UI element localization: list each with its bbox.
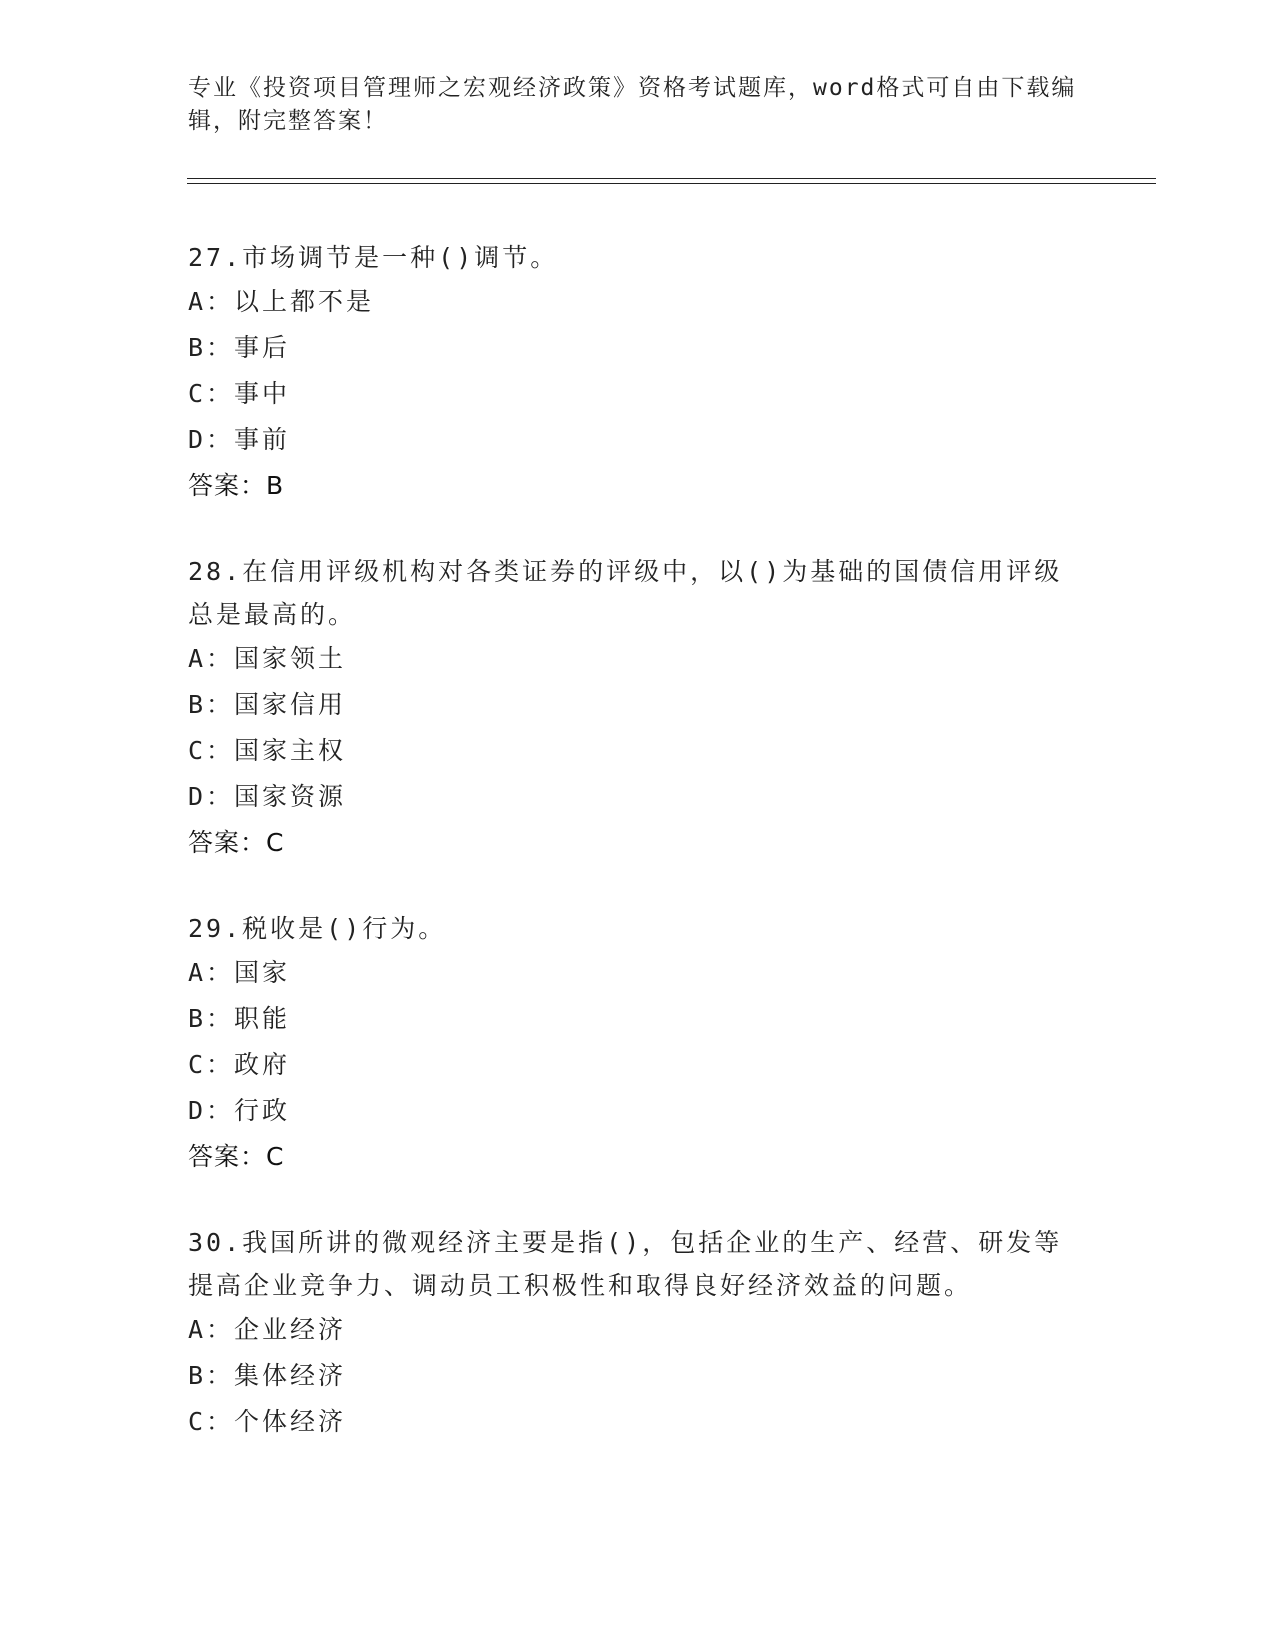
question-stem-line-1: 30.我国所讲的微观经济主要是指()，包括企业的生产、经营、研发等: [188, 1228, 1063, 1257]
question-stem-line-2: 总是最高的。: [188, 600, 357, 629]
answer-label: 答案：C: [188, 1142, 285, 1171]
option-a: A：以上都不是: [188, 287, 375, 316]
question-stem: 29.税收是()行为。: [188, 914, 447, 943]
document-header: [188, 72, 1088, 138]
option-c: C：政府: [188, 1050, 291, 1079]
question-stem-line-2: 提高企业竞争力、调动员工积极性和取得良好经济效益的问题。: [188, 1271, 973, 1300]
answer-label: 答案：C: [188, 828, 285, 857]
header-divider-top: [187, 178, 1156, 179]
option-d: D：事前: [188, 425, 291, 454]
question-30: [188, 1221, 1088, 1445]
header-intro-line-2: 辑，附完整答案！: [188, 108, 388, 134]
question-stem-line-1: 28.在信用评级机构对各类证券的评级中，以()为基础的国债信用评级: [188, 557, 1063, 586]
header-divider-bottom: [187, 183, 1156, 184]
option-b: B：国家信用: [188, 690, 347, 719]
header-intro-line-1: 专业《投资项目管理师之宏观经济政策》资格考试题库，word格式可自由下载编: [188, 75, 1077, 101]
option-d: D：国家资源: [188, 782, 347, 811]
option-d: D：行政: [188, 1096, 291, 1125]
option-a: A：国家领土: [188, 644, 347, 673]
question-stem: 27.市场调节是一种()调节。: [188, 243, 559, 272]
option-c: C：个体经济: [188, 1407, 347, 1436]
answer-label: 答案：B: [188, 471, 285, 500]
option-c: C：事中: [188, 379, 291, 408]
option-c: C：国家主权: [188, 736, 347, 765]
option-b: B：职能: [188, 1004, 291, 1033]
option-a: A：国家: [188, 958, 291, 987]
option-a: A：企业经济: [188, 1315, 347, 1344]
option-b: B：集体经济: [188, 1361, 347, 1390]
question-list: [188, 236, 1088, 1486]
option-b: B：事后: [188, 333, 291, 362]
question-28: [188, 550, 1088, 866]
question-29: [188, 907, 1088, 1180]
question-27: [188, 236, 1088, 509]
